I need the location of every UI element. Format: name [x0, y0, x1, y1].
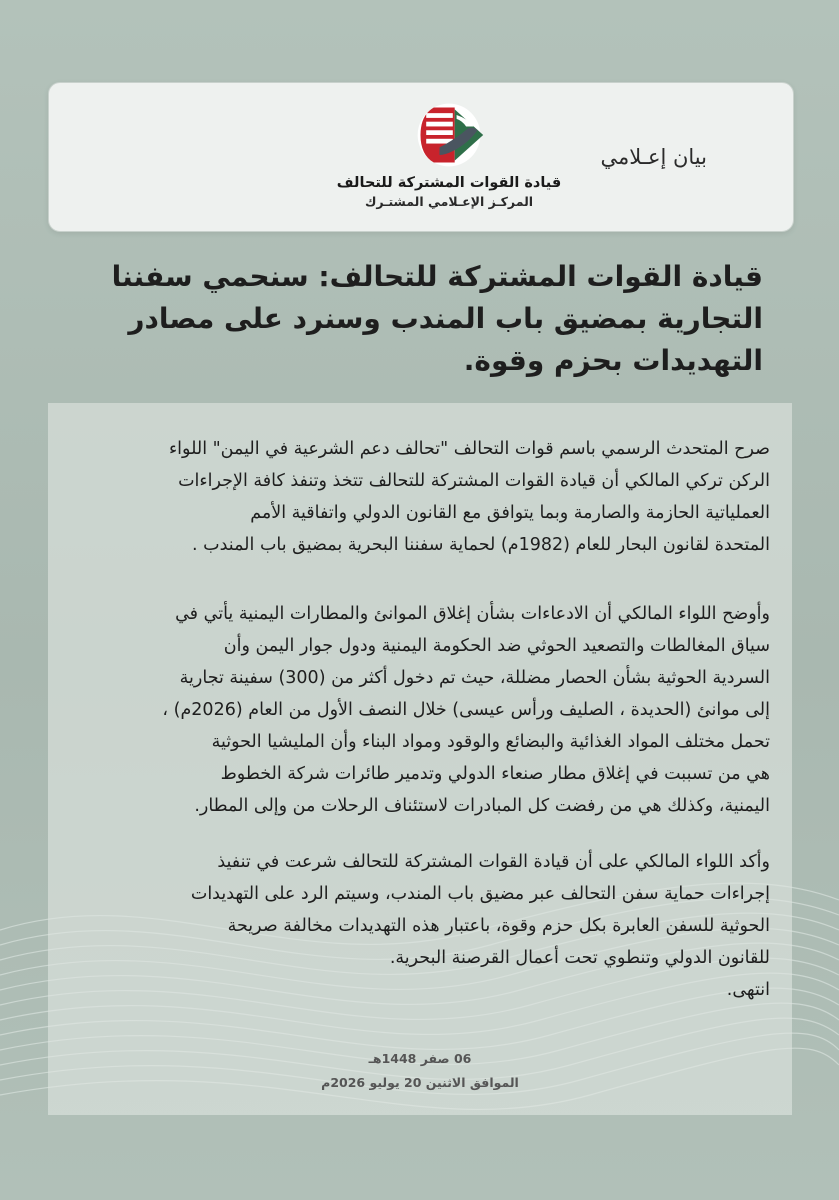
text-line: وأكد اللواء المالكي على أن قيادة القوات المشتركة للتحالف شرعت في تنفيذ: [217, 852, 770, 872]
text-line: المتحدة لقانون البحار للعام (1982م) لحماية سفننا البحرية بمضيق باب المندب .: [192, 535, 770, 555]
paragraph-3: [70, 846, 770, 1006]
paragraph-1: [70, 433, 770, 561]
text-line: اليمنية، وكذلك هي من رفضت كل المبادرات لاستئناف الرحلات من وإلى المطار.: [194, 796, 770, 816]
header-card: [48, 82, 794, 232]
text-line: صرح المتحدث الرسمي باسم قوات التحالف "تحالف دعم الشرعية في اليمن" اللواء: [168, 439, 770, 459]
paragraph-2: [70, 598, 770, 822]
text-line: الركن تركي المالكي أن قيادة القوات المشتركة للتحالف تتخذ وتنفذ كافة الإجراءات: [178, 471, 770, 491]
headline-line: التجارية بمضيق باب المندب وسنرد على مصادر: [128, 302, 763, 335]
text-line: انتهى.: [726, 980, 770, 1000]
org-subtitle: المركـز الإعـلامي المشتـرك: [364, 194, 534, 210]
text-line: الحوثية للسفن العابرة بكل حزم وقوة، باعتبار هذه التهديدات مخالفة صريحة: [227, 916, 770, 936]
text-line: السردية الحوثية بشأن الحصار مضللة، حيث تم دخول أكثر من (300) سفينة تجارية: [179, 668, 770, 688]
headline: [63, 256, 763, 382]
text-line: إلى موانئ (الحديدة ، الصليف ورأس عيسى) خلال النصف الأول من العام (2026م) ،: [162, 700, 770, 720]
text-line: وأوضح اللواء المالكي أن الادعاءات بشأن إغلاق الموانئ والمطارات اليمنية يأتي في: [175, 604, 770, 624]
text-line: تحمل مختلف المواد الغذائية والبضائع والوقود ومواد البناء وأن المليشيا الحوثية: [211, 732, 770, 752]
hijri-date: 06 صفر 1448هـ: [368, 1051, 472, 1066]
text-line: العملياتية الحازمة والصارمة وبما يتوافق مع القانون الدولي واتفاقية الأمم: [250, 503, 770, 523]
document-type-label: بيان إعـلامي: [600, 145, 707, 169]
text-line: هي من تسببت في إغلاق مطار صنعاء الدولي وتدمير طائرات شركة الخطوط: [220, 764, 770, 784]
text-line: سياق المغالطات والتصعيد الحوثي ضد الحكومة اليمنية ودول جوار اليمن وأن: [223, 636, 770, 656]
text-line: إجراءات حماية سفن التحالف عبر مضيق باب المندب، وسيتم الرد على التهديدات: [190, 884, 770, 904]
org-name: قيادة القوات المشتركة للتحالف: [336, 175, 562, 191]
headline-line: قيادة القوات المشتركة للتحالف: سنحمي سفننا: [111, 260, 763, 293]
logo-block: [329, 101, 569, 209]
text-line: للقانون الدولي وتنطوي تحت أعمال القرصنة البحرية.: [389, 948, 770, 968]
statement-body: [48, 403, 792, 1115]
joint-forces-command-logo-icon: [411, 101, 487, 169]
headline-line: التهديدات بحزم وقوة.: [463, 344, 763, 377]
gregorian-date: الموافق الاثنين 20 يوليو 2026م: [321, 1075, 519, 1090]
